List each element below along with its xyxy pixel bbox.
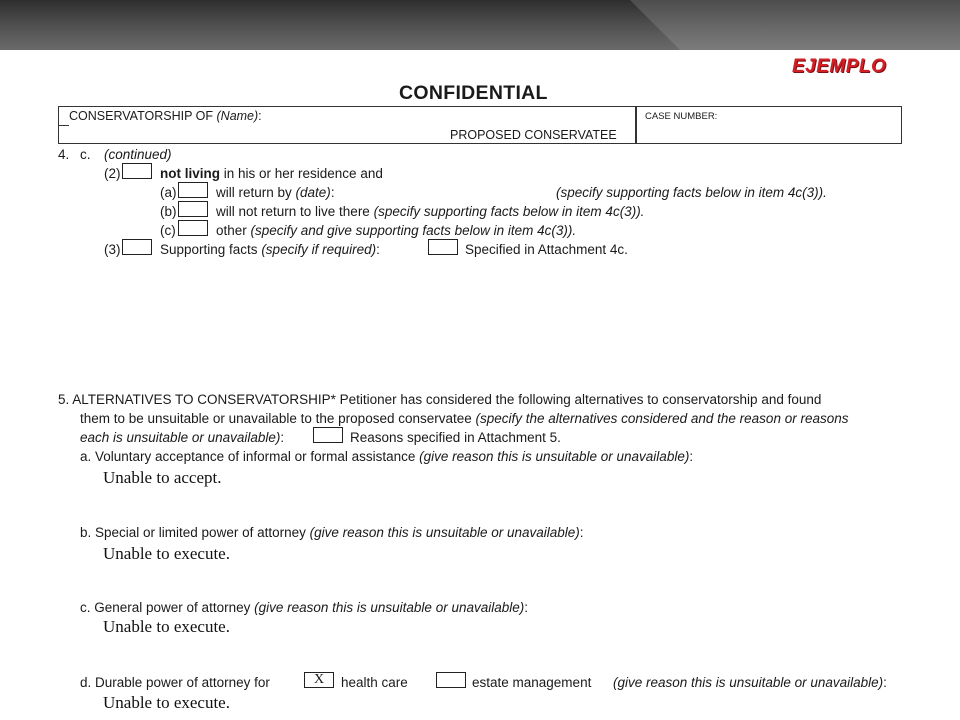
form-title: CONFIDENTIAL xyxy=(399,82,548,104)
not-living-label: not living in his or her residence and xyxy=(160,166,383,181)
caption-tick xyxy=(59,125,69,126)
item-5b-answer: Unable to execute. xyxy=(103,544,230,563)
caption-divider xyxy=(635,107,637,143)
health-care-checkbox[interactable]: X xyxy=(304,672,334,688)
item-4c2a-letter: (a) xyxy=(160,185,177,200)
item-5d-label: d. Durable power of attorney for xyxy=(80,675,270,690)
will-return-checkbox[interactable] xyxy=(178,182,208,198)
watermark-label: EJEMPLO xyxy=(792,56,887,77)
slide-title-bar xyxy=(0,0,960,50)
item-5-heading: 5. ALTERNATIVES TO CONSERVATORSHIP* Petitioner has considered the following alternatives to conservatorship and found xyxy=(58,392,822,407)
will-return-label: will return by (date): xyxy=(216,185,335,200)
supporting-facts-checkbox[interactable] xyxy=(122,239,152,255)
item-4-number: 4. xyxy=(58,147,70,162)
caption-box xyxy=(58,106,902,144)
attachment-4c-checkbox[interactable] xyxy=(428,239,458,255)
estate-management-label: estate management xyxy=(472,675,592,690)
will-not-return-label: will not return to live there (specify supporting facts below in item 4c(3)). xyxy=(216,204,645,219)
conservatorship-of-label: CONSERVATORSHIP OF (Name): xyxy=(69,109,262,123)
item-5d-hint: (give reason this is unsuitable or unavailable): xyxy=(613,675,887,690)
item-5d-answer: Unable to execute. xyxy=(103,693,230,712)
item-5c-label: c. General power of attorney (give reason this is unsuitable or unavailable): xyxy=(80,600,529,615)
item-5-line-3: each is unsuitable or unavailable): xyxy=(80,430,285,445)
item-5-line-2: them to be unsuitable or unavailable to the proposed conservatee (specify the alternatives considered and the reason or reasons xyxy=(80,411,849,426)
not-living-checkbox[interactable] xyxy=(122,163,152,179)
item-5b-label: b. Special or limited power of attorney (give reason this is unsuitable or unavailable): xyxy=(80,525,584,540)
item-5a-label: a. Voluntary acceptance of informal or formal assistance (give reason this is unsuitable or unavailable): xyxy=(80,449,694,464)
item-4c2b-letter: (b) xyxy=(160,204,177,219)
health-care-label: health care xyxy=(341,675,408,690)
other-label: other (specify and give supporting facts below in item 4c(3)). xyxy=(216,223,577,238)
attachment-5-label: Reasons specified in Attachment 5. xyxy=(350,430,561,445)
will-return-specify-hint: (specify supporting facts below in item 4c(3)). xyxy=(556,185,827,200)
item-4c3-number: (3) xyxy=(104,242,121,257)
will-not-return-checkbox[interactable] xyxy=(178,201,208,217)
other-checkbox[interactable] xyxy=(178,220,208,236)
item-4c-continued: (continued) xyxy=(104,147,172,162)
item-4c2-number: (2) xyxy=(104,166,121,181)
estate-management-checkbox[interactable] xyxy=(436,672,466,688)
attachment-5-checkbox[interactable] xyxy=(313,427,343,443)
item-4c2c-letter: (c) xyxy=(160,223,176,238)
attachment-4c-label: Specified in Attachment 4c. xyxy=(465,242,628,257)
item-4c-letter: c. xyxy=(80,147,91,162)
proposed-conservatee-label: PROPOSED CONSERVATEE xyxy=(450,128,617,142)
supporting-facts-label: Supporting facts (specify if required): xyxy=(160,242,380,257)
item-5a-answer: Unable to accept. xyxy=(103,468,222,487)
title-bar-sheen xyxy=(630,0,960,50)
item-5c-answer: Unable to execute. xyxy=(103,617,230,636)
case-number-label: CASE NUMBER: xyxy=(645,111,718,122)
